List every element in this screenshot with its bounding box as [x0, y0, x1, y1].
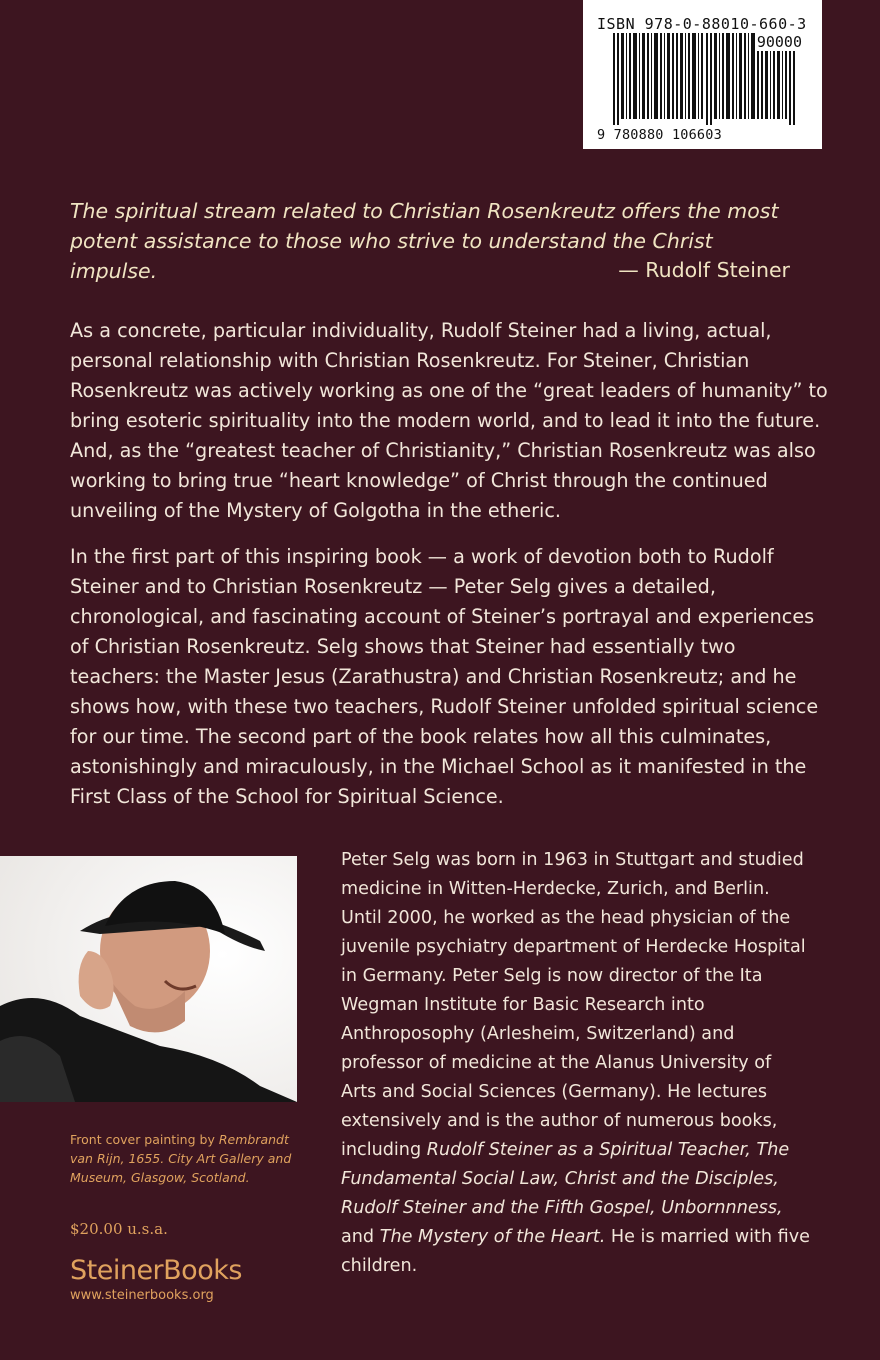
description-paragraph-1: As a concrete, particular individuality, Rudolf Steiner had a living, actual, personal relationship with Christian Rosenkreutz. For Steiner, Christian Rosenkreutz was actively working as one of the “great leaders of humanity” to bring esoteric spirituality into the modern world, and to lead it into the future. And, as the “greatest teacher of Christianity,” Christian Rosenkreutz was also working to bring true “heart knowledge” of Christ through the continued unveiling of the Mystery of Golgotha in the etheric.	[70, 319, 828, 522]
author-bio	[341, 846, 811, 1281]
bio-outro: He is married with five children.	[341, 1227, 810, 1276]
author-photo	[0, 856, 297, 1102]
caption-rest: Rembrandt van Rijn, 1655. City Art Gallery and Museum, Glasgow, Scotland.	[70, 1132, 292, 1185]
publisher-logo: SteinerBooks	[70, 1255, 242, 1286]
description-paragraph-2: In the first part of this inspiring book — a work of devotion both to Rudolf Steiner and to Christian Rosenkreutz — Peter Selg gives a detailed, chronological, and fascinating account of Steiner’s portrayal and experiences of Christian Rosenkreutz. Selg shows that Steiner had essentially two teachers: the Master Jesus (Zarathustra) and Christian Rosenkreutz; and he shows how, with these two teachers, Rudolf Steiner unfolded spiritual science for our time. The second part of the book relates how all this culminates, astonishingly and miraculously, in the Michael School as it manifested in the First Class of the School for Spiritual Science.	[70, 545, 819, 808]
quote-attribution: — Rudolf Steiner	[618, 258, 790, 282]
price-code: 90000	[756, 33, 802, 51]
bio-book-3: Rudolf Steiner and the Fifth Gospel, Unbornnness,	[341, 1198, 783, 1218]
bio-and: and	[341, 1227, 380, 1247]
bio-book-1: Rudolf Steiner as a Spiritual Teacher,	[426, 1140, 751, 1160]
price: $20.00 u.s.a.	[70, 1220, 168, 1238]
publisher-url: www.steinerbooks.org	[70, 1288, 214, 1303]
epigraph-quote: The spiritual stream related to Christian Rosenkreutz offers the most potent assistance to those who strive to understand the Christ impulse.	[70, 199, 779, 283]
cover-caption	[70, 1130, 310, 1187]
barcode	[583, 0, 822, 149]
bio-book-4: The Mystery of the Heart.	[379, 1227, 606, 1247]
isbn-label: ISBN 978-0-88010-660-3	[597, 15, 807, 33]
isbn-digits: 9 780880 106603	[597, 127, 722, 143]
bio-book-2: The Fundamental Social Law, Christ and the Disciples,	[341, 1140, 790, 1189]
caption-lead: Front cover painting by	[70, 1132, 219, 1147]
bio-intro: Peter Selg was born in 1963 in Stuttgart and studied medicine in Witten-Herdecke, Zurich, and Berlin. Until 2000, he worked as the head physician of the juvenile psychiatry department of Herdecke Hospital in Germany. Peter Selg is now director of the Ita Wegman Institute for Basic Research into Anthroposophy (Arlesheim, Switzerland) and professor of medicine at the Alanus University of Arts and Social Sciences (Germany). He lectures extensively and is the author of numerous books, including	[341, 850, 806, 1160]
